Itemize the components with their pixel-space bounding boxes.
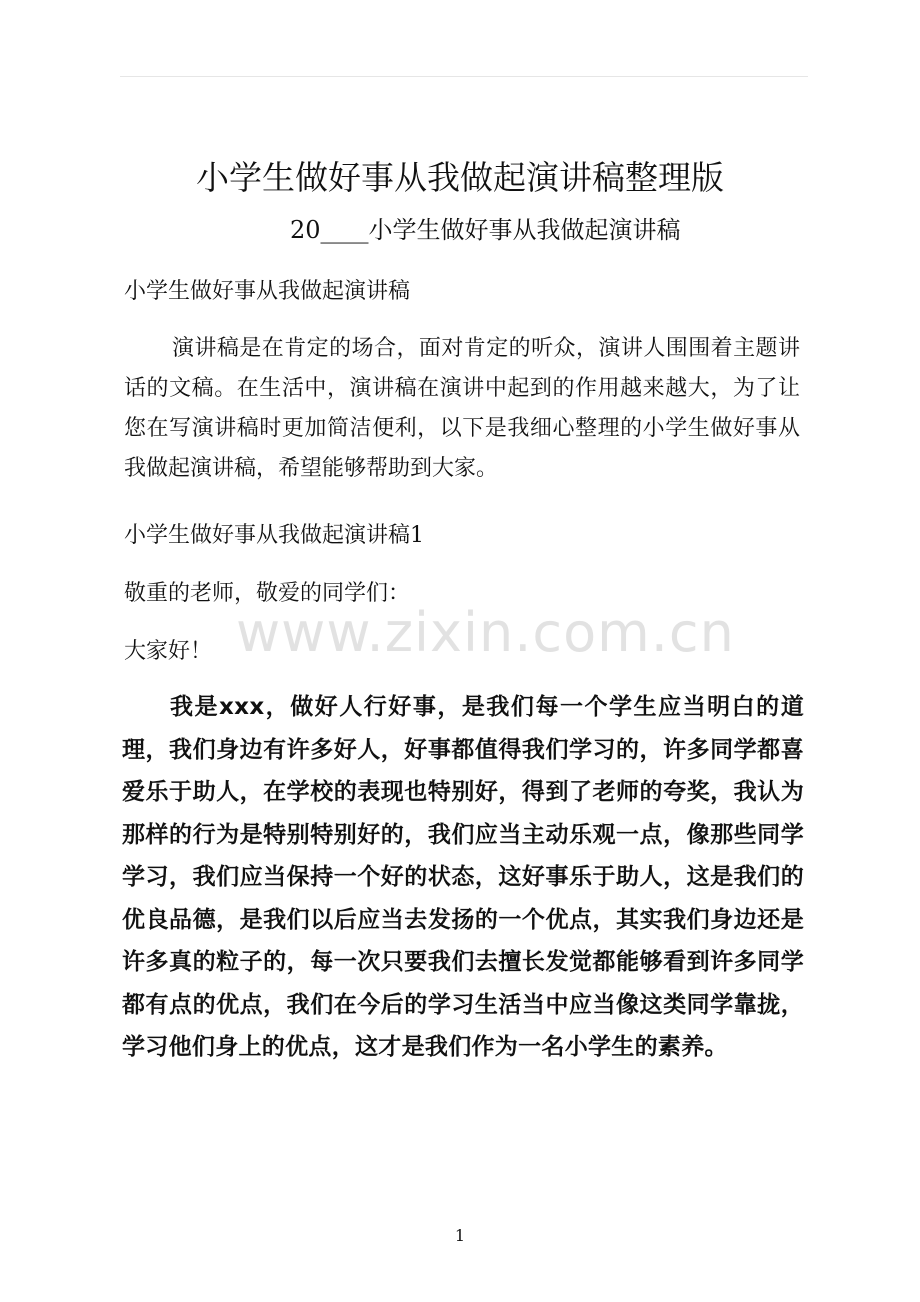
section-heading: 小学生做好事从我做起演讲稿	[124, 279, 411, 304]
document-title: 小学生做好事从我做起演讲稿整理版	[196, 158, 724, 197]
speech-title: 小学生做好事从我做起演讲稿1	[124, 523, 424, 548]
page-number: 1	[454, 1226, 466, 1245]
intro-paragraph: 演讲稿是在肯定的场合，面对肯定的听众，演讲人围围着主题讲话的文稿。在生活中，演讲稿在演讲中起到的作用越来越大，为了让您在写演讲稿时更加简洁便利，以下是我细心整理的小学生做好事从我做起演讲稿，希望能够帮助到大家。	[124, 336, 800, 481]
greeting: 大家好！	[124, 639, 213, 664]
salutation: 敬重的老师，敬爱的同学们：	[124, 581, 411, 606]
body-paragraph: 我是xxx，做好人行好事，是我们每一个学生应当明白的道理，我们身边有许多好人，好事都值得我们学习的，许多同学都喜爱乐于助人，在学校的表现也特别好，得到了老师的夸奖，我认为那样的行为是特别特别好的，我们应当主动乐观一点，像那些同学学习，我们应当保持一个好的状态，这好事乐于助人，这是我们的优良品德，是我们以后应当去发扬的一个优点，其实我们身边还是许多真的粒子的，每一次只要我们去擅长发觉都能够看到许多同学都有点的优点，我们在今后的学习生活当中应当像这类同学靠拢，学习他们身上的优点，这才是我们作为一名小学生的素养。	[122, 694, 804, 1060]
header-divider	[120, 76, 808, 77]
site-watermark: www.zixin.com.cn	[236, 601, 735, 664]
document-subtitle: 20____小学生做好事从我做起演讲稿	[290, 216, 681, 244]
